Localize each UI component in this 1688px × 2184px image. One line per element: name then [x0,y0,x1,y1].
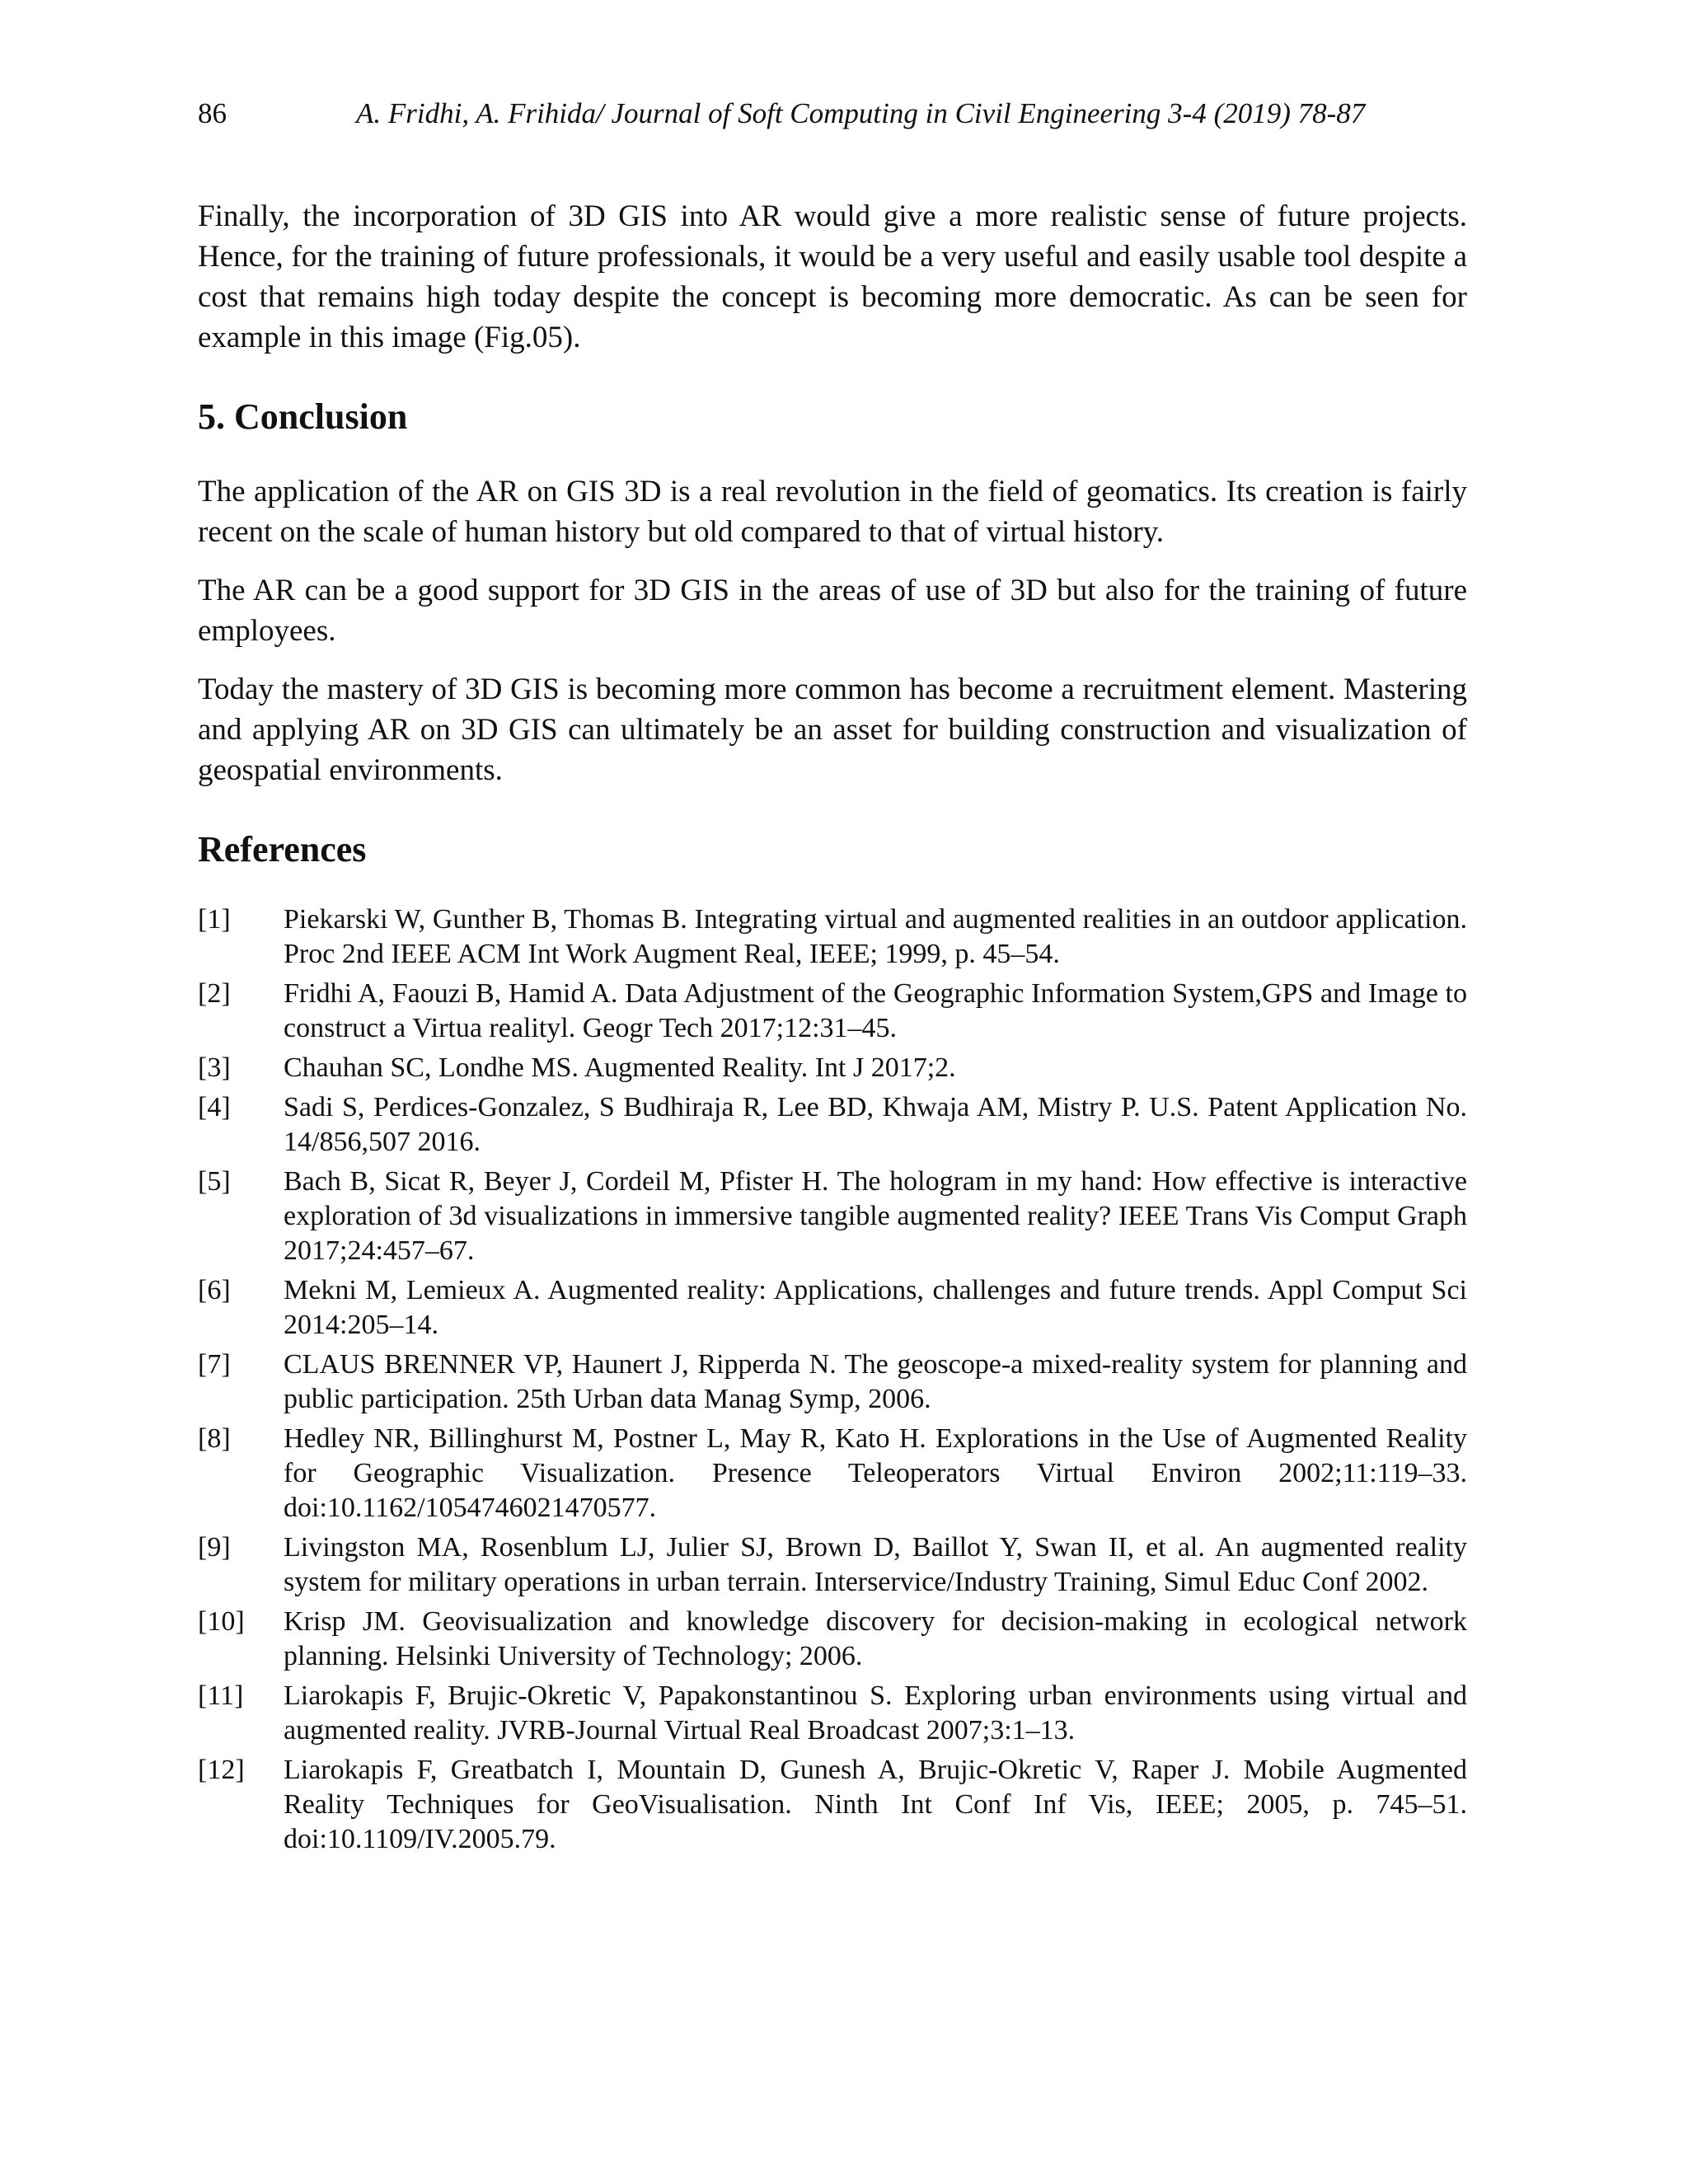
reference-number: [4] [198,1092,231,1122]
reference-item [198,1090,1467,1160]
reference-list [198,902,1467,1857]
reference-item [198,1273,1467,1343]
reference-number: [2] [198,978,231,1009]
page-header [198,97,1467,138]
page-body [198,196,1467,1862]
reference-text: Liarokapis F, Brujic-Okretic V, Papakonstantinou S. Exploring urban environments using virtual and augmented reality. JVRB-Journal Virtual Real Broadcast 2007;3:1–13. [284,1680,1467,1746]
intro-paragraph: Finally, the incorporation of 3D GIS into AR would give a more realistic sense of future projects. Hence, for the training of future professionals, it would be a very useful and easily usable tool despite a cost that remains high today despite the concept is becoming more democratic. As can be seen for example in this image (Fig.05). [198,199,1467,354]
conclusion-heading: 5. Conclusion [198,396,408,437]
reference-item [198,1679,1467,1748]
reference-number: [6] [198,1275,231,1305]
reference-number: [9] [198,1532,231,1563]
reference-text: Livingston MA, Rosenblum LJ, Julier SJ, Brown D, Baillot Y, Swan II, et al. An augmented reality system for military operations in urban terrain. Interservice/Industry Training, Simul Educ Conf 2002. [284,1532,1467,1597]
reference-number: [11] [198,1680,244,1711]
reference-text: CLAUS BRENNER VP, Haunert J, Ripperda N. The geoscope-a mixed-reality system for planning and public participation. 25th Urban data Manag Symp, 2006. [284,1349,1467,1414]
reference-text: Fridhi A, Faouzi B, Hamid A. Data Adjustment of the Geographic Information System,GPS and Image to construct a Virtua realityl. Geogr Tech 2017;12:31–45. [284,978,1467,1043]
reference-number: [1] [198,904,231,935]
reference-item [198,1530,1467,1600]
reference-number: [8] [198,1423,231,1454]
reference-item [198,1422,1467,1526]
reference-text: Hedley NR, Billinghurst M, Postner L, May R, Kato H. Explorations in the Use of Augmented Reality for Geographic Visualization. Presence Teleoperators Virtual Environ 2002;11:119–33. doi:10.1162/1054746021470577. [284,1423,1467,1523]
reference-text: Sadi S, Perdices-Gonzalez, S Budhiraja R, Lee BD, Khwaja AM, Mistry P. U.S. Patent Application No. 14/856,507 2016. [284,1092,1467,1157]
reference-number: [7] [198,1349,231,1380]
reference-number: [12] [198,1755,245,1785]
reference-text: Chauhan SC, Londhe MS. Augmented Reality. Int J 2017;2. [284,1052,956,1083]
reference-number: [10] [198,1606,245,1637]
conclusion-paragraph: The application of the AR on GIS 3D is a real revolution in the field of geomatics. Its creation is fairly recent on the scale of human history but old compared to that of virtual history. [198,475,1467,549]
page-number: 86 [198,97,227,129]
reference-item [198,1753,1467,1857]
reference-number: [5] [198,1166,231,1197]
references-heading: References [198,829,367,869]
reference-number: [3] [198,1052,231,1083]
conclusion-paragraph: Today the mastery of 3D GIS is becoming more common has become a recruitment element. Mastering and applying AR on 3D GIS can ultimately be an asset for building construction and visualization of geospatial environments. [198,673,1467,787]
reference-item [198,1605,1467,1674]
reference-text: Krisp JM. Geovisualization and knowledge discovery for decision-making in ecological network planning. Helsinki University of Technology; 2006. [284,1606,1467,1671]
reference-text: Mekni M, Lemieux A. Augmented reality: Applications, challenges and future trends. Appl Comput Sci 2014:205–14. [284,1275,1467,1340]
conclusion-paragraph: The AR can be a good support for 3D GIS in the areas of use of 3D but also for the training of future employees. [198,574,1467,648]
reference-text: Liarokapis F, Greatbatch I, Mountain D, Gunesh A, Brujic-Okretic V, Raper J. Mobile Augmented Reality Techniques for GeoVisualisation. Ninth Int Conf Inf Vis, IEEE; 2005, p. 745–51. doi:10.1109/IV.2005.79. [284,1755,1467,1854]
reference-item [198,1165,1467,1268]
reference-item [198,1051,1467,1085]
reference-item [198,1347,1467,1417]
reference-text: Bach B, Sicat R, Beyer J, Cordeil M, Pfister H. The hologram in my hand: How effective is interactive exploration of 3d visualizations in immersive tangible augmented reality? IEEE Trans Vis Comput Graph 2017;24:457–67. [284,1166,1467,1266]
running-head: A. Fridhi, A. Frihida/ Journal of Soft Computing in Civil Engineering 3-4 (2019) 78-87 [356,97,1366,129]
reference-text: Piekarski W, Gunther B, Thomas B. Integrating virtual and augmented realities in an outdoor application. Proc 2nd IEEE ACM Int Work Augment Real, IEEE; 1999, p. 45–54. [284,904,1467,969]
reference-item [198,902,1467,972]
reference-item [198,977,1467,1046]
